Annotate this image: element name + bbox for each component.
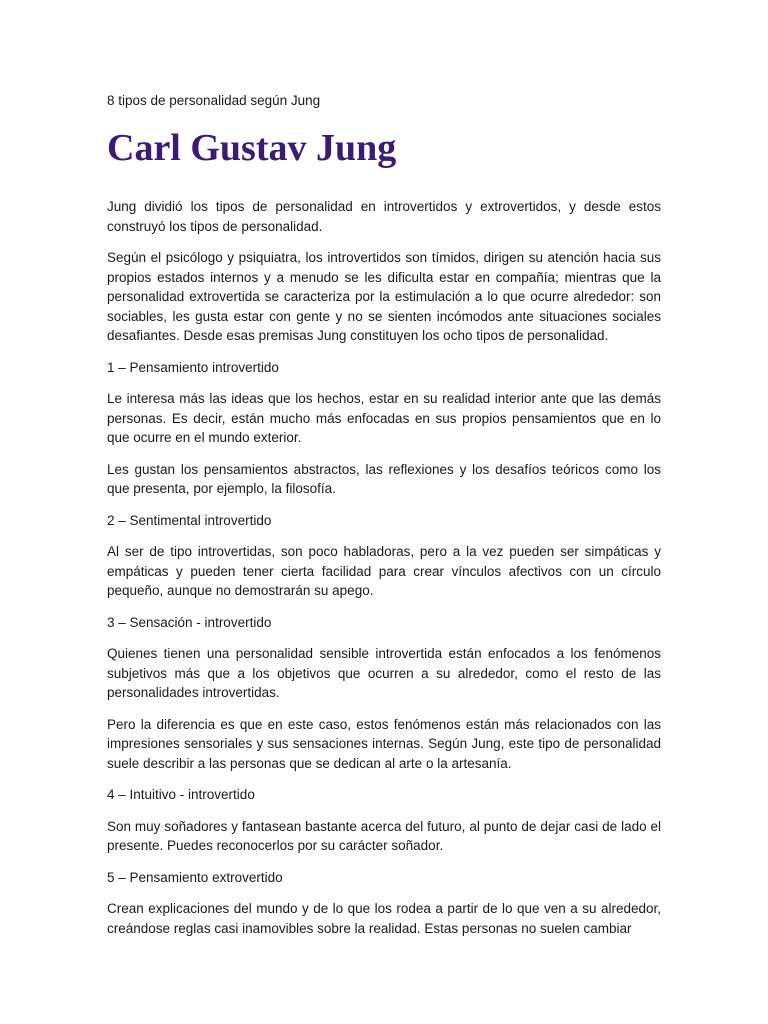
section-paragraph: Pero la diferencia es que en este caso, estos fenómenos están más relacionados con las impresiones sensoriales y sus sensaciones internas. Según Jung, este tipo de personalidad suele describir a las personas que se dedican al arte o la artesanía. [107,716,661,771]
section-heading: 2 – Sentimental introvertido [107,512,272,528]
section-heading: 5 – Pensamiento extrovertido [107,869,283,885]
section-heading: 1 – Pensamiento introvertido [107,359,279,375]
document-subtitle: 8 tipos de personalidad según Jung [107,93,321,108]
section-paragraph: Crean explicaciones del mundo y de lo que los rodea a partir de lo que ven a su alrededor, creándose reglas casi inamovibles sobre la realidad. Estas personas no suelen cambiar [107,901,661,936]
section-paragraph: Quienes tienen una personalidad sensible introvertida están enfocados a los fenómenos subjetivos más que a los objetivos que ocurren a su alrededor, como el resto de las personalidades introvertidas. [107,646,661,700]
intro-paragraph: Según el psicólogo y psiquiatra, los introvertidos son tímidos, dirigen su atención hacia sus propios estados internos y a menudo se les dificulta estar en compañía; mientras que la personalidad extrovertida se caracteriza por la estimulación a lo que ocurre alrededor: son sociables, les gusta estar con gente y no se sienten incómodos ante situaciones sociales desafiantes. Desde esas premisas Jung constituyen los ocho tipos de personalidad. [107,250,661,343]
section-paragraph: Les gustan los pensamientos abstractos, las reflexiones y los desafíos teóricos como los que presenta, por ejemplo, la filosofía. [107,461,661,496]
section-heading: 3 – Sensación - introvertido [107,614,272,630]
section-heading: 4 – Intuitivo - introvertido [107,787,255,802]
section-paragraph: Le interesa más las ideas que los hechos, estar en su realidad interior ante que las demás personas. Es decir, están mucho más enfocadas en sus propios pensamientos que en lo que ocurre en el mundo exterior. [107,391,661,445]
section-paragraph: Al ser de tipo introvertidas, son poco habladoras, pero a la vez pueden ser simpáticas y empáticas y pueden tener cierta facilidad para crear vínculos afectivos con un círculo pequeño, aunque no demostrarán su apego. [107,544,661,598]
document-body [107,197,661,950]
intro-paragraph: Jung dividió los tipos de personalidad en introvertidos y extrovertidos, y desde estos construyó los tipos de personalidad. [107,199,661,234]
document-title: Carl Gustav Jung [107,127,397,169]
section-paragraph: Son muy soñadores y fantasean bastante acerca del futuro, al punto de dejar casi de lado el presente. Puedes reconocerlos por su carácter soñador. [107,818,661,853]
